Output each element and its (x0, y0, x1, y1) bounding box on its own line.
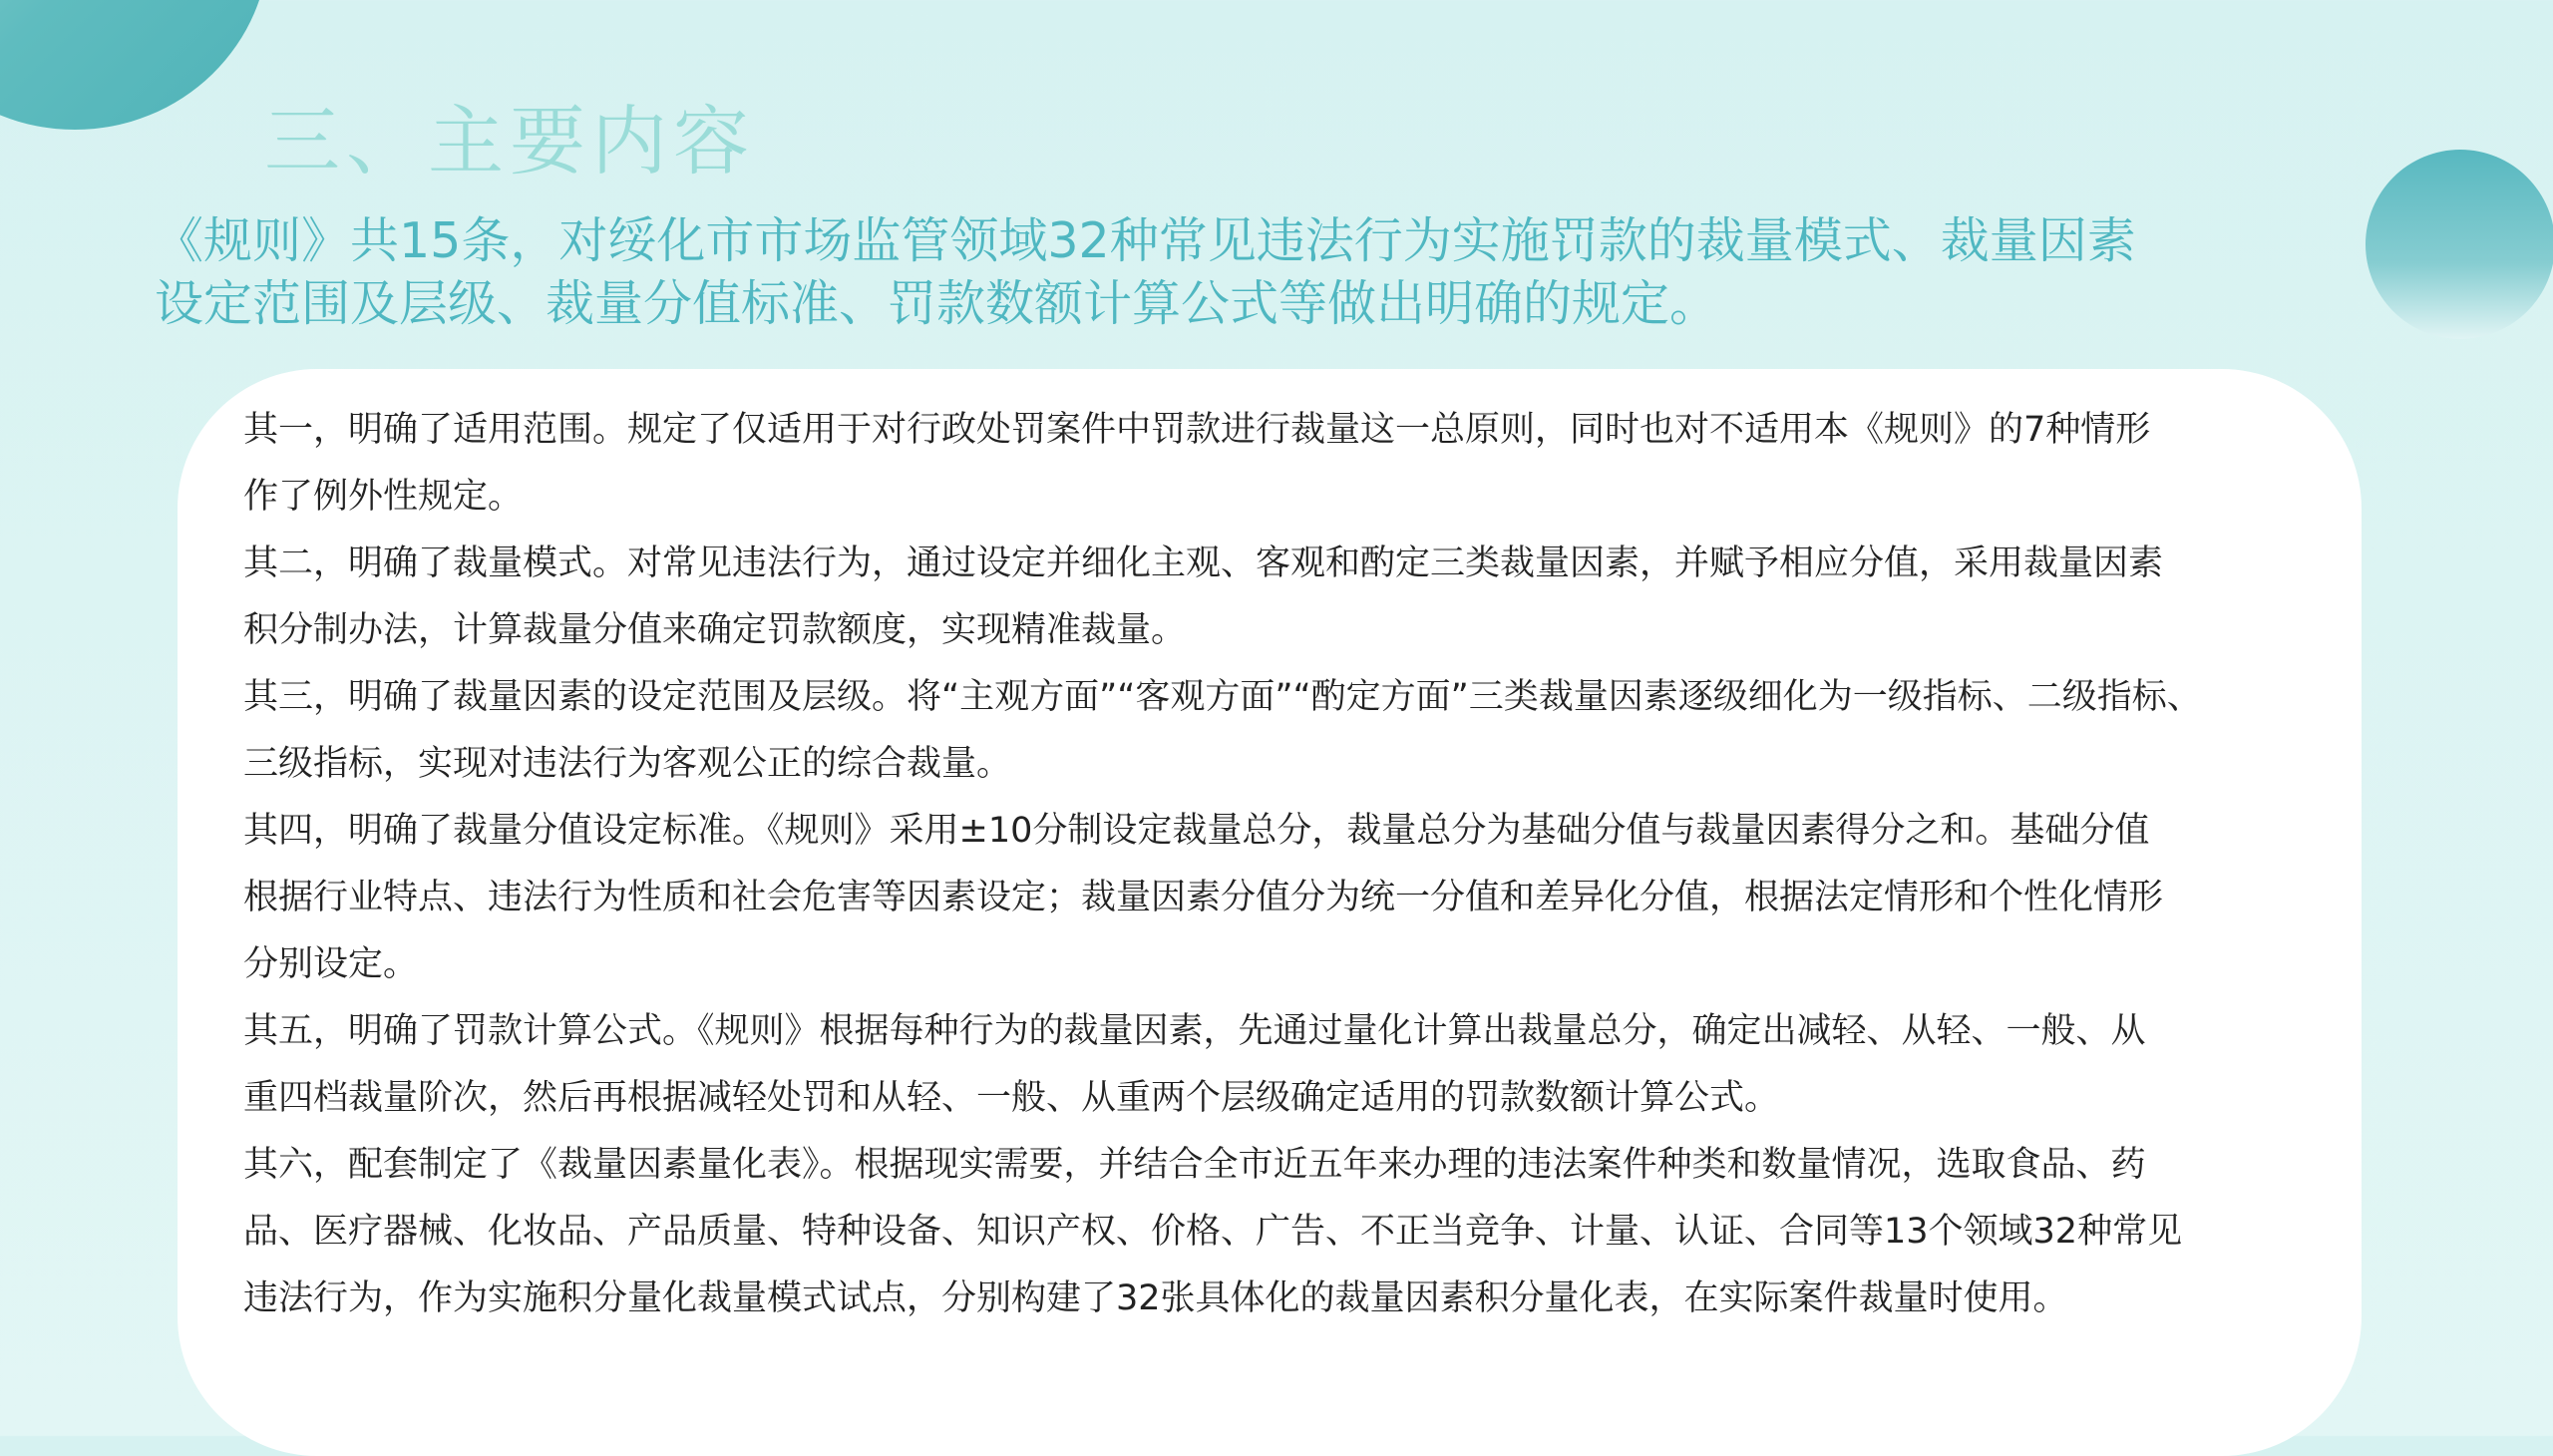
paragraph-line: 其三，明确了裁量因素的设定范围及层级。将“主观方面”“客观方面”“酌定方面”三类裁量因素逐级细化为一级指标、二级指标、 (243, 677, 2202, 717)
decorative-circle-top-left (0, 0, 269, 130)
paragraph-line: 三级指标，实现对违法行为客观公正的综合裁量。 (243, 744, 1012, 784)
paragraph-line: 其五，明确了罚款计算公式。《规则》根据每种行为的裁量因素，先通过量化计算出裁量总分，确定出减轻、从轻、一般、从 (243, 1011, 2146, 1051)
paragraph-line: 积分制办法，计算裁量分值来确定罚款额度，实现精准裁量。 (243, 610, 1187, 650)
content-paragraph (243, 1132, 2318, 1332)
page-title: 三、主要内容 (264, 97, 755, 185)
content-paragraph (243, 397, 2318, 531)
content-paragraph (243, 664, 2318, 798)
paragraph-line: 作了例外性规定。 (243, 477, 524, 517)
paragraph-line: 其六，配套制定了《裁量因素量化表》。根据现实需要，并结合全市近五年来办理的违法案件种类和数量情况，选取食品、药 (243, 1145, 2146, 1185)
paragraph-line: 品、医疗器械、化妆品、产品质量、特种设备、知识产权、价格、广告、不正当竞争、计量、认证、合同等13个领域32种常见 (243, 1212, 2183, 1252)
paragraph-line: 其四，明确了裁量分值设定标准。《规则》采用±10分制设定裁量总分，裁量总分为基础分值与裁量因素得分之和。基础分值 (243, 811, 2150, 851)
paragraph-line: 重四档裁量阶次，然后再根据减轻处罚和从轻、一般、从重两个层级确定适用的罚款数额计算公式。 (243, 1078, 1780, 1118)
paragraph-line: 其一，明确了适用范围。规定了仅适用于对行政处罚案件中罚款进行裁量这一总原则，同时也对不适用本《规则》的7种情形 (243, 410, 2151, 450)
content-paragraph (243, 998, 2318, 1132)
paragraph-line: 违法行为，作为实施积分量化裁量模式试点，分别构建了32张具体化的裁量因素积分量化表，在实际案件裁量时使用。 (243, 1278, 2068, 1318)
subtitle-summary: 《规则》共15条，对绥化市市场监管领域32种常见违法行为实施罚款的裁量模式、裁量因素 设定范围及层级、裁量分值标准、罚款数额计算公式等做出明确的规定。 (155, 212, 2136, 332)
paragraph-line: 分别设定。 (243, 944, 419, 984)
content-paragraph (243, 531, 2318, 664)
paragraph-list (243, 397, 2318, 1332)
paragraph-line: 根据行业特点、违法行为性质和社会危害等因素设定；裁量因素分值分为统一分值和差异化分值，根据法定情形和个性化情形 (243, 878, 2164, 917)
content-paragraph (243, 798, 2318, 998)
decorative-circle-right (2366, 150, 2553, 339)
paragraph-line: 其二，明确了裁量模式。对常见违法行为，通过设定并细化主观、客观和酌定三类裁量因素，并赋予相应分值，采用裁量因素 (243, 544, 2164, 583)
